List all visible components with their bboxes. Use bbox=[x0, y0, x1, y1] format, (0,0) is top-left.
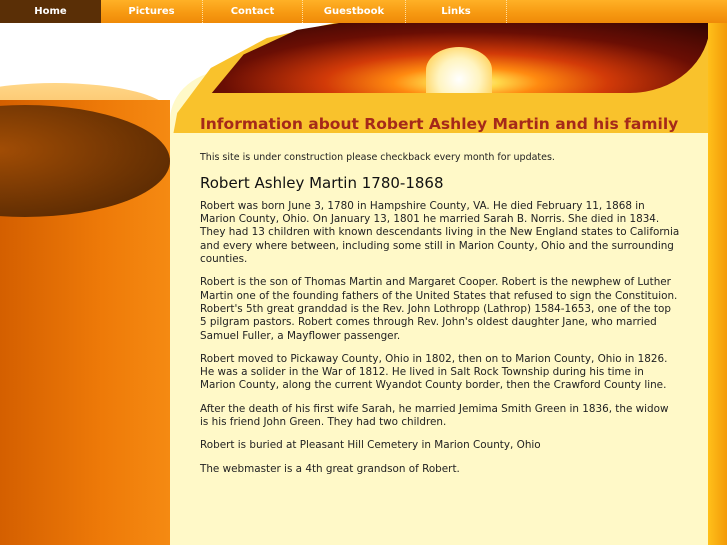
construction-notice: This site is under construction please checkback every month for updates. bbox=[200, 152, 555, 164]
top-nav bbox=[0, 0, 727, 23]
nav-pictures[interactable]: Pictures bbox=[101, 0, 203, 23]
section-heading: Robert Ashley Martin 1780-1868 bbox=[200, 173, 444, 192]
sun-icon bbox=[426, 47, 492, 93]
left-decor-column bbox=[0, 23, 170, 545]
main-content bbox=[200, 115, 680, 486]
nav-contact[interactable]: Contact bbox=[203, 0, 303, 23]
bio-paragraph: Robert was born June 3, 1780 in Hampshire County, VA. He died February 11, 1868 in Marion County, Ohio. On January 13, 1801 he married Sarah B. Norris. She died in 1834. They had 13 children with known descendants living in the New England states to California and every where between, including some still in Marion County, Ohio and the surrounding counties. bbox=[200, 199, 680, 266]
decor-right-strip bbox=[708, 23, 727, 545]
nav-links[interactable]: Links bbox=[406, 0, 507, 23]
bio-paragraph: Robert moved to Pickaway County, Ohio in 1802, then on to Marion County, Ohio in 1826. He was a solider in the War of 1812. He lived in Salt Rock Township during his time in Marion County, along the current Wyandot County border, then the Crawford County line. bbox=[200, 352, 668, 392]
page-title: Information about Robert Ashley Martin and his family bbox=[200, 115, 679, 133]
nav-guestbook[interactable]: Guestbook bbox=[303, 0, 406, 23]
bio-paragraph: The webmaster is a 4th great grandson of Robert. bbox=[200, 462, 460, 475]
bio-paragraph: Robert is buried at Pleasant Hill Cemetery in Marion County, Ohio bbox=[200, 439, 541, 452]
nav-home[interactable]: Home bbox=[0, 0, 101, 23]
bio-paragraph: After the death of his first wife Sarah, he married Jemima Smith Green in 1836, the widow is his friend John Green. They had two children. bbox=[200, 402, 669, 429]
bio-paragraph: Robert is the son of Thomas Martin and Margaret Cooper. Robert is the newphew of Luther Martin one of the founding fathers of the United States that refused to sign the Constituion. Robert's 5th great granddad is the Rev. John Lothropp (Lathrop) 1584-1653, one of the top 5 pilgram pastors. Robert comes through Rev. John's oldest daughter Jane, who married Samuel Fuller, a Mayflower passenger. bbox=[200, 276, 678, 342]
